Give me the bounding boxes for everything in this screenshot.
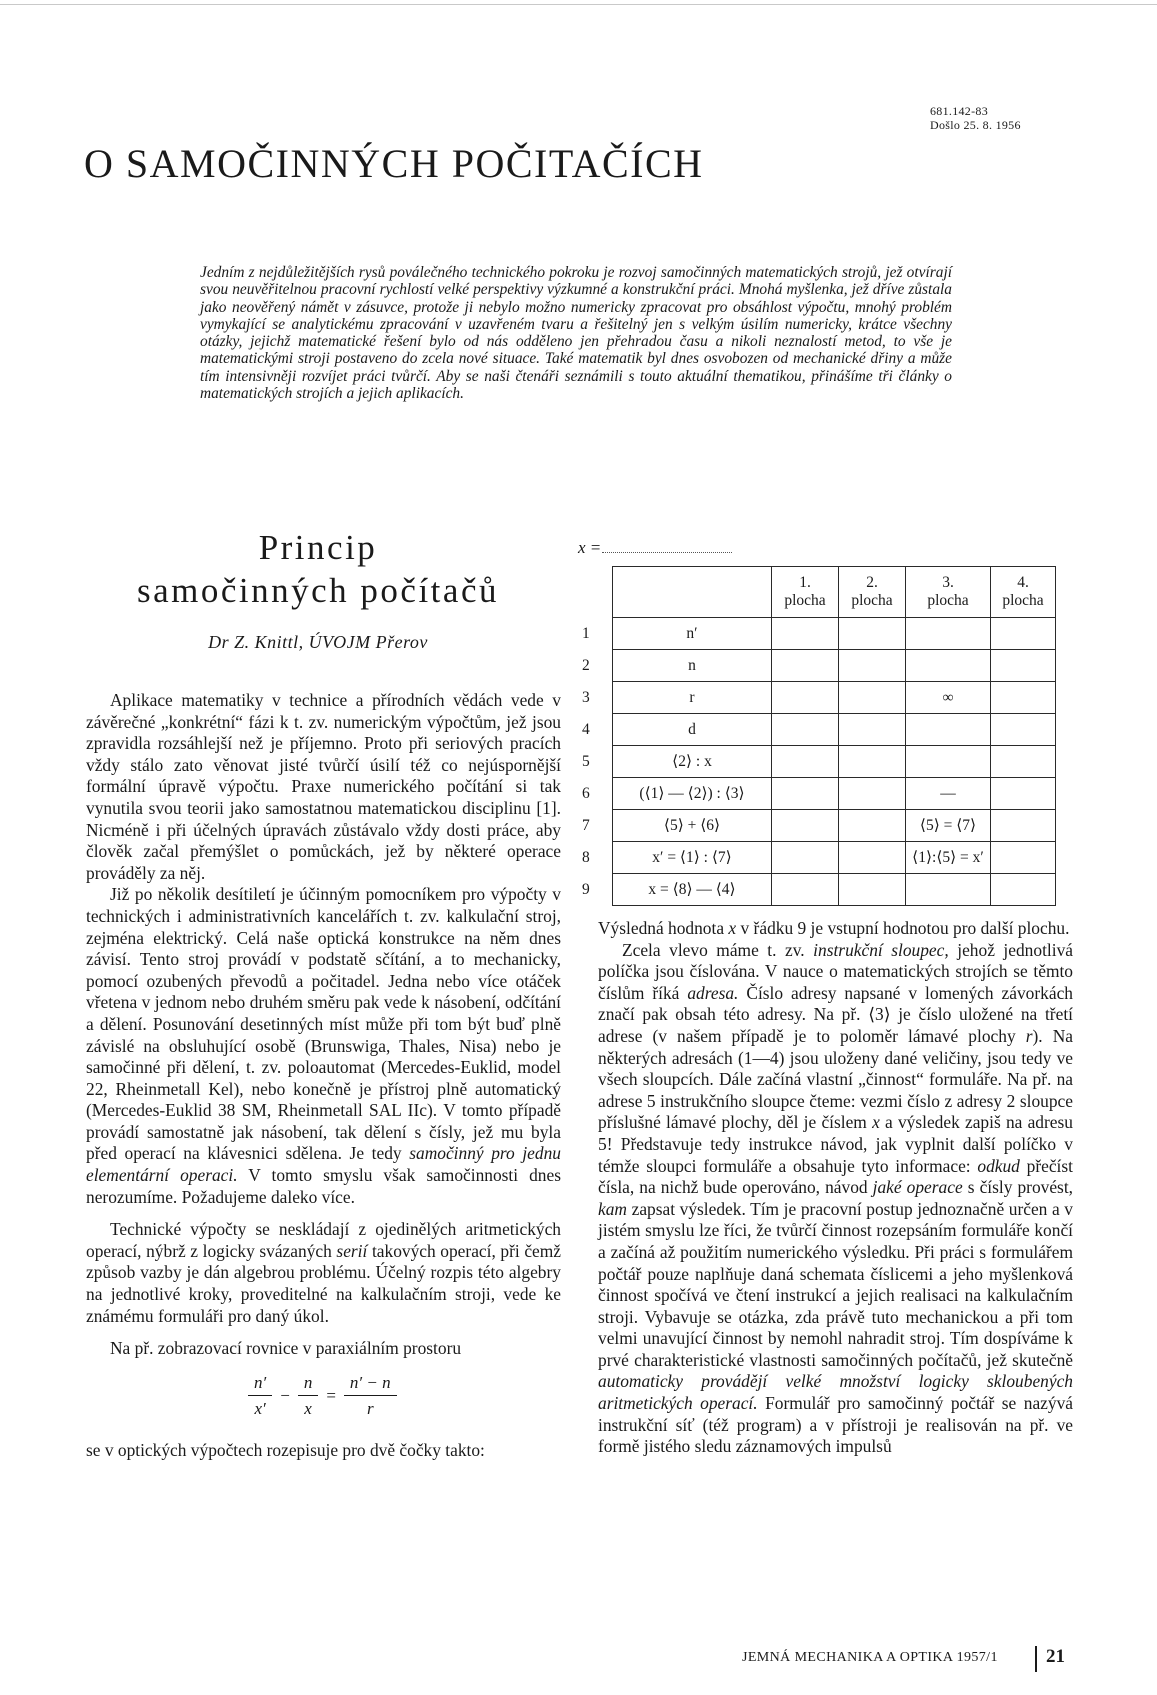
instruction-cell: n′ [613, 618, 772, 650]
table-cell [772, 746, 839, 778]
table-cell [906, 874, 991, 906]
header-cell: 1. plocha [772, 567, 839, 618]
received-date: Došlo 25. 8. 1956 [930, 118, 1021, 132]
operator: = [326, 1386, 336, 1406]
table-cell [839, 650, 906, 682]
row-address: 6 [582, 784, 590, 802]
header-cell: 3. plocha [906, 567, 991, 618]
table-x-label: x = [578, 538, 602, 557]
table-row [578, 874, 1056, 906]
table-cell [906, 650, 991, 682]
table-cell [772, 714, 839, 746]
table-cell [906, 618, 991, 650]
page-title: O SAMOČINNÝCH POČITAČÍCH [84, 141, 704, 186]
paragraph: Zcela vlevo máme t. zv. instrukční sloupec, jehož jednotlivá políčka jsou číslována. V nauce o matematických strojích se těmto číslům říká adresa. Číslo adresy napsané v lomených závorkách značí pak obsah této adresy. Na př. ⟨3⟩ je číslo uložené na třetí adrese (v našem případě je to poloměr lámavé plochy r). Na některých adresách (1—4) jsou uloženy dané veličiny, jsou tedy ve všech sloupcích. Dále začíná vlastní „činnost“ formuláře. Na př. na adrese 5 instrukčního sloupce čteme: vezmi číslo z adresy 2 sloupce příslušné lámavé plochy, děl je číslem x a výsledek zapiš na adresu 5! Představuje tedy instrukce návod, jak vyplnit další políčko v témže sloupci formuláře a obsahuje tyto informace: odkud přečíst čísla, na nichž bude operováno, návod jaké operace s čísly provést, kam zapsat výsledek. Tím je pracovní postup jednoznačně určen a v jistém smyslu lze říci, že tvůrčí činnost rozepsáním formuláře končí a začíná až použitím numerického výsledku. Při práci s formulářem počtář pouze naplňuje daná schemata číslicemi a jeho myšlenková činnost spočívá ve čtení instrukcí a jejich realisaci na kalkulačním stroji. Vybavuje se otázka, zda právě tuto mechanickou a při tom velmi unavující činnost by nemohl nahradit stroj. Tím dospíváme k prvé charakteristické vlastnosti samočinných počítačů, jež skutečně automaticky provádějí velké množství logicky skloubených aritmetických operací. Formulář pro samočinný počtář se nazývá instrukční síť (též program) a v přístroji je realisován na př. ve formě jistého sledu záznamových impulsů [598, 939, 1074, 1457]
paragraph: Již po několik desítiletí je účinným pomocníkem pro výpočty v technických i administrativních kancelářích t. zv. kalkulační stroj, zejména elektrický. Celá naše optická konstrukce na něm dnes závisí. Tento stroj provádí v podstatě sčítání, a to mechanicky, pomocí ozubených převodů a počitadel. Jedna nebo více otáček vřetena v jednom nebo druhém směru pak vede k násobení, odčítání a dělení. Posunování desetinných míst může při tom být buď plně závislé na obsluhující osobě (Brunswiga, Thales, Nisa) nebo je samočinné při dělení, t. zv. poloautomat (Mercedes-Euklid, model 22, Rheinmetall Kel), nebo konečně je přístroj plně automatický (Mercedes-Euklid 38 SM, Rheinmetall SAL IIc). V tomto případě provádí samostatně jak násobení, tak dělení s čísly, jež mu byla před operací na klávesnici sdělena. Je tedy samočinný pro jednu elementární operaci. V tomto smyslu však samočinnosti dnes nerozumíme. Požadujeme daleko více. [86, 884, 561, 1207]
table-cell: — [906, 778, 991, 810]
table-row [578, 810, 1056, 842]
table-cell [839, 682, 906, 714]
row-address: 5 [582, 752, 590, 770]
table-row [578, 778, 1056, 810]
article-title [76, 526, 560, 612]
table-cell [906, 714, 991, 746]
paragraph: Aplikace matematiky v technice a přírodních vědách vede v závěrečné „konkrétní“ fázi k t. zv. numerickým výpočtům, jež jsou zpravidla rozsáhlejší než je příjemno. Proto při seriových pracích vždy stálo zato věnovat jisté tvůrčí úsilí též co nejúspornější formální úpravě výpočtu. Praxe numerického počítání si tak vynutila svou teorii jako samostatnou matematickou disciplinu [1]. Nicméně i při účelných úpravách zůstávalo vždy dosti práce, aby člověk začal přemýšlet o pomůckách, jež by některé operace prováděly za něj. [86, 690, 561, 883]
fraction: $\frac{n'}{x'}$ [248, 1372, 272, 1420]
row-address: 4 [582, 720, 590, 738]
table-cell [991, 714, 1056, 746]
article-title-line1: Princip [258, 528, 378, 567]
header-cell-instruction [613, 567, 772, 618]
table-cell [991, 874, 1056, 906]
table-cell [991, 650, 1056, 682]
table-cell [991, 842, 1056, 874]
instruction-cell: x = ⟨8⟩ — ⟨4⟩ [613, 874, 772, 906]
article-author: Dr Z. Knittl, ÚVOJM Přerov [208, 632, 428, 652]
table-cell [839, 874, 906, 906]
header-cell: 4. plocha [991, 567, 1056, 618]
table-cell: ∞ [906, 682, 991, 714]
table-cell [772, 778, 839, 810]
table-cell [991, 682, 1056, 714]
table-cell [991, 618, 1056, 650]
table-cell [991, 810, 1056, 842]
table-row [578, 714, 1056, 746]
imaging-equation [244, 1372, 401, 1420]
table-row [578, 682, 1056, 714]
table-cell [991, 778, 1056, 810]
instruction-cell: ⟨2⟩ : x [613, 746, 772, 778]
row-address: 9 [582, 880, 590, 898]
row-address: 3 [582, 688, 590, 706]
header-meta [930, 104, 1021, 132]
header-cell: 2. plocha [839, 567, 906, 618]
table-cell [839, 746, 906, 778]
table-cell [839, 618, 906, 650]
table-row [578, 842, 1056, 874]
instruction-cell: d [613, 714, 772, 746]
table-cell [772, 810, 839, 842]
paragraph: Na př. zobrazovací rovnice v paraxiálním prostoru [110, 1338, 462, 1359]
paragraph: Výsledná hodnota x v řádku 9 je vstupní hodnotou pro další plochu. [598, 918, 1070, 938]
instruction-cell: x′ = ⟨1⟩ : ⟨7⟩ [613, 842, 772, 874]
paragraph: Technické výpočty se neskládají z ojedinělých aritmetických operací, nýbrž z logicky svázaných serií takových operací, při čemž způsob vazby je dán algebrou problému. Účelný rozpis této algebry na jednotlivé kroky, proveditelné na kalkulačním stroji, vede ke známému formuláři pro daný úkol. [86, 1219, 562, 1326]
table-cell [772, 682, 839, 714]
article-title-line2: samočinných počítačů [137, 571, 499, 610]
paragraph: se v optických výpočtech rozepisuje pro dvě čočky takto: [86, 1439, 485, 1460]
top-rule [0, 4, 1157, 5]
table-cell [839, 714, 906, 746]
dotted-line [602, 552, 732, 553]
table-cell [906, 746, 991, 778]
right-column [598, 918, 1073, 1458]
table-row [578, 650, 1056, 682]
classification-code: 681.142-83 [930, 104, 988, 118]
table-cell [772, 618, 839, 650]
intro-text: Jedním z nejdůležitějších rysů poválečného technického pokroku je rozvoj samočinných matematických strojů, jež otvírají svou neuvěřitelnou pracovní rychlostí velké perspektivy výzkumné a konstrukční práci. Mnohá myšlenka, jež dříve zůstala jako neověřený námět v zásuvce, protože ji nebylo možno numericky zpracovat pro obsáhlost výpočtu, mnohý problém vymykající se analytickému zpracování v uzavřeném tvaru a řešitelný jen s velkým úsilím numericky, krátce všechny otázky, jejichž matematické řešení bylo od nás odděleno jen přehradou času a nikoli neznalostí metod, to vše je matematickými stroji postaveno do zcela nové situace. Také matematik byl dnes osvobozen od mechanické dřiny a může tím intensivněji rozvíjet práci tvůrčí. Aby se naši čtenáři seznámili s touto aktuální thematikou, přinášíme tři články o matematických strojích a jejich aplikacích. [200, 264, 952, 403]
equation-block [86, 1366, 561, 1440]
table-cell: ⟨5⟩ = ⟨7⟩ [906, 810, 991, 842]
row-address: 2 [582, 656, 590, 674]
page-number: 21 [1046, 1646, 1065, 1667]
table-cell [772, 874, 839, 906]
left-column [86, 690, 561, 1461]
fraction: $\frac{n}{x}$ [298, 1372, 319, 1420]
table-cell [839, 810, 906, 842]
table-cell [772, 842, 839, 874]
row-address: 7 [582, 816, 590, 834]
footer-divider [1035, 1646, 1037, 1672]
instruction-cell: r [613, 682, 772, 714]
table-cell [991, 746, 1056, 778]
table-cell [772, 650, 839, 682]
instruction-cell: n [613, 650, 772, 682]
table-row [578, 618, 1056, 650]
journal-footer: JEMNÁ MECHANIKA A OPTIKA 1957/1 [742, 1650, 998, 1665]
instruction-table [578, 566, 1056, 906]
row-address: 1 [582, 624, 590, 642]
operator: − [280, 1386, 290, 1406]
table-row [578, 746, 1056, 778]
table-cell: ⟨1⟩:⟨5⟩ = x′ [906, 842, 991, 874]
fraction: $\frac{n' - n}{r}$ [344, 1372, 397, 1420]
table-header-row [578, 567, 1056, 618]
row-address: 8 [582, 848, 590, 866]
instruction-cell: ⟨5⟩ + ⟨6⟩ [613, 810, 772, 842]
table-cell [839, 842, 906, 874]
intro-paragraph [200, 264, 952, 402]
instruction-cell: (⟨1⟩ — ⟨2⟩) : ⟨3⟩ [613, 778, 772, 810]
table-cell [839, 778, 906, 810]
